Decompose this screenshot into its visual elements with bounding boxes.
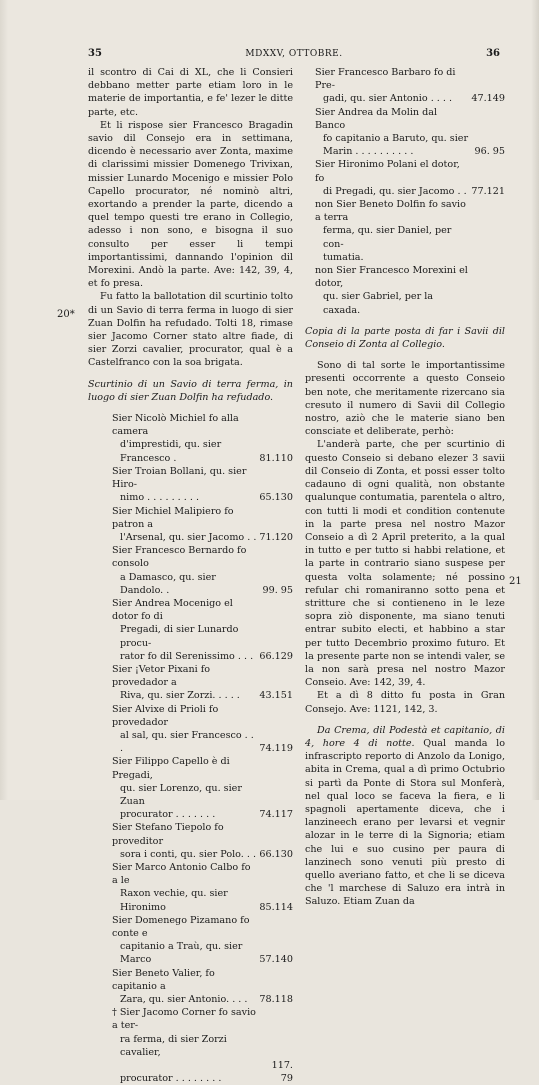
vote-entry-line (102, 597, 293, 623)
left-paragraph-2: Et li rispose sier Francesco Bragadin savio dil Consejo era in settimana, dicendo è necessario aver Zonta, maxime di clarissimi missier Domenego Trivixan, missier Lunardo Mocenigo e missier Polo Capello procurator, né nominò altri, exortando a prender la parte, dicendo a quel tempo questi tre erano in Collegio, adesso i non sono, e bisogna il suo consulto per esser li tempi importantissimi, dannando l'opinion dil Morexini. Andò la parte. Ave: 142, 39, 4, et fo presa. (88, 119, 293, 290)
vote-count: 85.114 (259, 901, 293, 913)
vote-entry-line (102, 1059, 293, 1085)
candidate-text: qu. sier Lorenzo, qu. sier Zuan (120, 782, 242, 807)
candidate-text: d'imprestidi, qu. sier Francesco . (120, 439, 222, 464)
right-margin-number: 21 (509, 576, 522, 587)
vote-entry-line (102, 848, 293, 861)
vote-entry-line (102, 491, 293, 504)
vote-entry-line (305, 264, 505, 290)
candidate-text: Sier Andrea Mocenigo el dotor fo di (112, 597, 233, 623)
candidate-text: Sier Francesco Barbaro fo di Pre- (315, 67, 456, 92)
right-paragraph-4 (305, 724, 505, 909)
scrutiny-vote-list (102, 412, 293, 1085)
vote-entry-line (102, 544, 293, 570)
candidate-text: Sier Michiel Malipiero fo patron a (112, 505, 234, 530)
vote-count: 74.119 (259, 743, 293, 755)
candidate-text: rator fo dil Serenissimo . . . (120, 650, 254, 662)
vote-entry-line (102, 914, 293, 940)
vote-entry-line (102, 703, 293, 729)
candidate-text: a Damasco, qu. sier Dandolo. . (120, 571, 216, 596)
vote-count: 96. 95 (474, 146, 505, 158)
running-title: MDXXV, OTTOBRE. (245, 49, 343, 59)
left-page-number: 35 (88, 48, 102, 59)
vote-count: 43.151 (259, 690, 293, 702)
vote-count: 47.149 (471, 93, 505, 105)
vote-count: 77.121 (471, 185, 505, 197)
vote-count: 66.129 (259, 650, 293, 662)
candidate-text: Sier Beneto Valier, fo capitanio a (112, 967, 215, 992)
candidate-text: nimo . . . . . . . . . (120, 492, 200, 504)
candidate-text: procurator . . . . . . . (120, 809, 216, 821)
vote-entry-line (305, 290, 505, 316)
decree-heading: Copia di la parte posta di far i Savii dil Conseio di Zonta al Collegio. (305, 325, 505, 351)
vote-entry-line (102, 650, 293, 663)
vote-entry-line (305, 251, 505, 264)
scrutiny-heading: Scurtinio di un Savio di terra ferma, in luogo di sier Zuan Dolfin ha refudado. (88, 378, 293, 403)
scrutiny-vote-list-continued (305, 66, 505, 317)
crema-dispatch-heading: Da Crema, dil Podestà et capitanio, di 4, hore 4 di notte. (305, 724, 505, 749)
vote-entry-line (102, 663, 293, 689)
candidate-text: sora i conti, qu. sier Polo. . . (120, 848, 257, 860)
candidate-text: Zara, qu. sier Antonio. . . . (120, 994, 248, 1006)
candidate-text: l'Arsenal, qu. sier Jacomo . . (120, 531, 257, 543)
right-paragraph-1: Sono di tal sorte le importantissime presenti occorrente a questo Conseio ben note, che meritamente rizercano sia cresuto il numero di Savii dil Collegio nostro, aziò che le materie siano ben consciate et deliberate, perhò: (305, 360, 505, 438)
vote-entry-line (102, 1006, 293, 1032)
vote-entry-line (305, 66, 505, 92)
vote-entry-line (102, 782, 293, 808)
candidate-text: ra ferma, di sier Zorzi cavalier, (120, 1033, 227, 1058)
candidate-text: al sal, qu. sier Francesco . . . (120, 729, 254, 755)
vote-entry-line (102, 808, 293, 821)
vote-entry-line (102, 571, 293, 597)
vote-entry-line (305, 132, 505, 145)
vote-entry-line (305, 185, 505, 198)
vote-entry-line (102, 623, 293, 649)
candidate-text: gadi, qu. sier Antonio . . . . (323, 93, 453, 105)
vote-entry-line (102, 531, 293, 544)
vote-entry-line (102, 412, 293, 438)
vote-entry-line (102, 887, 293, 913)
candidate-text: Sier Troian Bollani, qu. sier Hiro- (112, 465, 247, 491)
candidate-text: capitanio a Traù, qu. sier Marco (120, 941, 243, 966)
vote-count: 81.110 (259, 452, 293, 464)
vote-entry-line (102, 821, 293, 847)
candidate-text: tumatia. (323, 251, 364, 263)
candidate-text: fo capitanio a Baruto, qu. sier (323, 133, 469, 145)
vote-entry-line (102, 940, 293, 966)
vote-count: 65.130 (259, 492, 293, 504)
vote-entry-line (102, 465, 293, 491)
candidate-text: Marin . . . . . . . . . . (323, 146, 414, 158)
vote-count: 78.118 (259, 994, 293, 1006)
left-paragraph-3: Fu fatto la ballotation dil scurtinio tolto di un Savio di terra ferma in luogo di sier Zuan Dolfin ha refudado. Tolti 18, rimase sier Jacomo Corner stato altre fiade, di sier Zorzi cavalier, procurator, qual è a Castelfranco con la soa brigata. (88, 291, 293, 369)
candidate-text: ferma, qu. sier Daniel, per con- (323, 225, 452, 250)
right-page-number: 36 (486, 48, 500, 59)
candidate-text: procurator . . . . . . . . (120, 1073, 222, 1085)
candidate-text: † Sier Jacomo Corner fo savio a ter- (112, 1007, 256, 1032)
vote-entry-line (305, 106, 505, 132)
right-paragraph-3: Et a dì 8 ditto fu posta in Gran Consejo. Ave: 1121, 142, 3. (305, 690, 505, 715)
crema-dispatch-text: Qual manda lo infrascripto reporto di Anzolo da Lonigo, abita in Crema, qual a dì primo Octubrio si partì da Ponte di Stora sul Monferà, nel qual loco se faceva la fiera, e li spagnoli apertamente diceva, che i lanzineech erano per levarsi et vegnir alozar in le terre di la Signoria; etiam che lui e suo cusino per paura di lanzinech sono venuti più presto di quello averiano fatto, et che li se diceva che 'l marchese di Saluzo era intrà in Saluzo. Etiam Zuan da (305, 737, 505, 908)
vote-entry-line (305, 92, 505, 105)
vote-entry-line (102, 861, 293, 887)
vote-count: 71.120 (259, 531, 293, 543)
candidate-text: Sier Filippo Capello è di Pregadi, (112, 756, 230, 781)
vote-entry-line (305, 224, 505, 250)
candidate-text: Pregadi, di sier Lunardo procu- (120, 624, 239, 649)
candidate-text: non Sier Francesco Morexini el dotor, (315, 265, 468, 290)
candidate-text: Sier Francesco Bernardo fo consolo (112, 545, 247, 570)
running-header (88, 48, 500, 64)
vote-entry-line (102, 689, 293, 702)
vote-entry-line (102, 505, 293, 531)
left-paragraph-1: il scontro di Cai di XL, che li Consieri debbano metter parte etiam loro in le materie de importantia, e fe' lezer le ditte parte, etc. (88, 67, 293, 118)
vote-entry-line (305, 158, 505, 184)
vote-count: 57.140 (259, 954, 293, 966)
right-column (305, 66, 505, 909)
vote-entry-line (102, 1033, 293, 1059)
candidate-text: non Sier Beneto Dolfin fo savio a terra (315, 199, 466, 224)
candidate-text: Sier Nicolò Michiel fo alla camera (112, 413, 239, 438)
vote-entry-line (102, 755, 293, 781)
vote-entry-line (102, 729, 293, 755)
candidate-text: Sier Alvixe di Prioli fo provedador (112, 703, 219, 728)
vote-entry-line (305, 145, 505, 158)
vote-entry-line (305, 198, 505, 224)
candidate-text: di Pregadi, qu. sier Jacomo . . (323, 185, 467, 197)
candidate-text: Sier Domenego Pizamano fo conte e (112, 914, 250, 939)
vote-count: 74.117 (259, 809, 293, 821)
candidate-text: Sier Marco Antonio Calbo fo a le (112, 861, 251, 887)
vote-count: 66.130 (259, 848, 293, 860)
vote-entry-line (102, 438, 293, 464)
vote-count: 99. 95 (262, 584, 293, 596)
candidate-text: Sier Andrea da Molin dal Banco (315, 106, 438, 131)
candidate-text: Riva, qu. sier Zorzi. . . . . (120, 690, 240, 702)
vote-entry-line (102, 993, 293, 1006)
candidate-text: Sier Hironimo Polani el dotor, fo (315, 159, 460, 184)
left-margin-number: 20* (57, 309, 75, 320)
left-column (88, 66, 293, 1085)
candidate-text: Sier Stefano Tiepolo fo proveditor (112, 822, 224, 847)
vote-count: 117. 79 (271, 1060, 293, 1085)
candidate-text: Sier ¡Vetor Pixani fo provedador a (112, 663, 211, 689)
candidate-text: qu. sier Gabriel, per la caxada. (323, 291, 433, 316)
candidate-text: Raxon vechie, qu. sier Hironimo (120, 888, 228, 913)
vote-entry-line (102, 967, 293, 993)
right-paragraph-2: L'anderà parte, che per scurtinio di questo Conseio si debano elezer 3 savii dil Conseio di Zonta, et possi esser tolto cadauno di ogni qualità, non obstante qualunque contumatia, parentela o altro, con tutti li modi et condition contenute in la parte presa nel nostro Mazor Conseio a dì 2 April preterito, a la qual in tutto e per tutto si habbi relatione, et la parte in contrario siano suspese per questa volta solamente; né possino refular chi romaniranno sotto pena et stritture che si contieneno in le leze sopra ziò disponente, ma siano tenuti entrar subito electi, et habbino a star per tutto Decembrio proximo futuro. Et la presente parte non se intendi valer, se la non sarà presa nel nostro Mazor Conseio. Ave: 142, 39, 4. (305, 439, 505, 689)
